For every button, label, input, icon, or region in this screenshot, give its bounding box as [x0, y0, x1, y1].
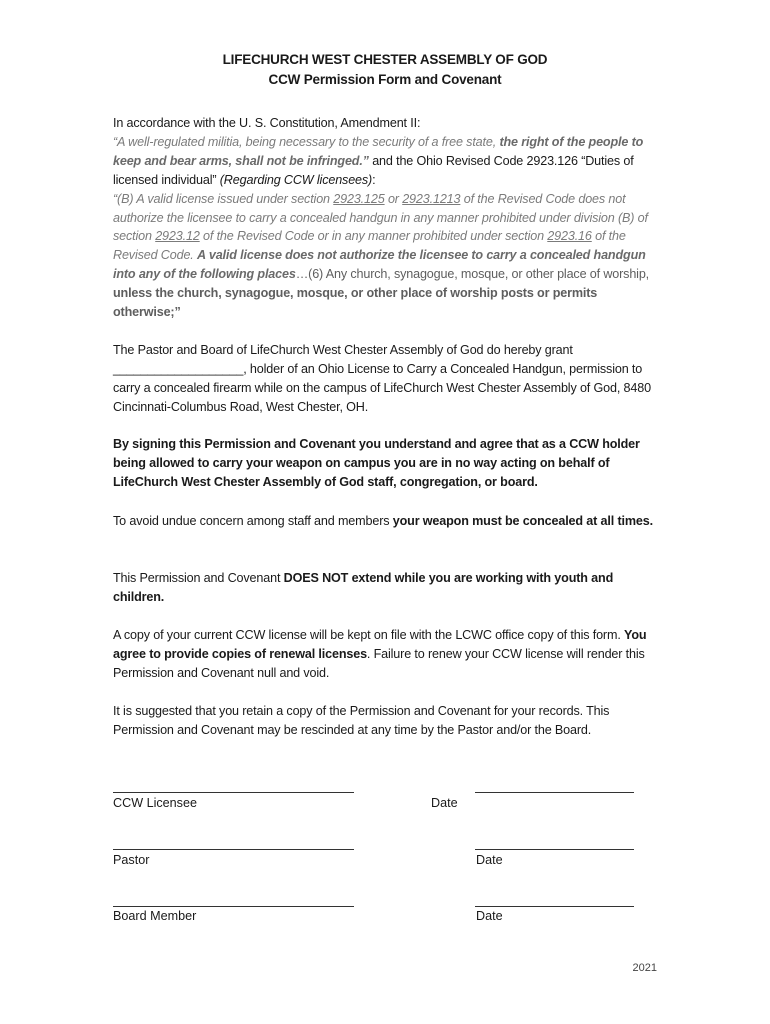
board-signature-line[interactable]	[113, 906, 354, 907]
licensee-signature-line[interactable]	[113, 792, 354, 793]
amendment-quote: “A well-regulated militia, being necessary to the security of a free state, the right of the people to keep and bear arms, shall not be infringed.”	[113, 134, 644, 168]
licensee-name-blank[interactable]: ___________________	[113, 361, 244, 376]
board-date-label: Date	[476, 909, 503, 923]
code-link-2923-125[interactable]: 2923.125	[333, 191, 385, 206]
board-date-line[interactable]	[475, 906, 634, 907]
retain-paragraph: It is suggested that you retain a copy of the Permission and Covenant for your records. This Permission and Covenant may be rescinded at any time by the Pastor and/or the Board.	[113, 704, 610, 737]
conceal-paragraph: To avoid undue concern among staff and members your weapon must be concealed at all times.	[113, 514, 653, 528]
pastor-signature-line[interactable]	[113, 849, 354, 850]
pastor-date-label: Date	[476, 853, 503, 867]
code-link-2923-12[interactable]: 2923.12	[155, 229, 200, 244]
intro-lead: In accordance with the U. S. Constitution, Amendment II:	[113, 116, 421, 130]
document-title: LIFECHURCH WEST CHESTER ASSEMBLY OF GOD	[222, 52, 548, 67]
licensee-label: CCW Licensee	[113, 796, 197, 810]
signing-notice: By signing this Permission and Covenant you understand and agree that as a CCW holder being allowed to carry your weapon on campus you are in no way acting on behalf of LifeChurch West Chester Assembly of God staff, congregation, or board.	[113, 437, 640, 489]
ohio-code-quote: “(B) A valid license issued under section 2923.125 or 2923.1213 of the Revised Code does not authorize the licensee to carry a concealed handgun in any manner prohibited under division (B) of section 2923.12 of the Revised Code or in any manner prohibited under section 2923.16 of the Revised Code. A valid license does not authorize the licensee to carry a concealed handgun into any of the following places	[113, 191, 648, 282]
code-link-2923-16[interactable]: 2923.16	[547, 229, 592, 244]
code-link-2923-1213[interactable]: 2923.1213	[402, 191, 461, 206]
footer-year: 2021	[632, 962, 657, 974]
licensee-date-label: Date	[431, 796, 458, 810]
constitution-paragraph: In accordance with the U. S. Constitution, Amendment II: “A well-regulated militia, being necessary to the security of a free state, the right of the people to keep and bear arms, shall not be infringed.” and the Ohio Revised Code 2923.126 “Duties of licensed individual” (Regarding CCW licensees): “(B) A valid license issued under section 2923.125 or 2923.1213 of the Revised Code does not authorize the licensee to carry a concealed handgun in any manner prohibited under division (B) of section 2923.12 of the Revised Code or in any manner prohibited under section 2923.16 of the Revised Code. A valid license does not authorize the licensee to carry a concealed handgun into any of the following places…(6) Any church, synagogue, mosque, or other place of worship, unless the church, synagogue, mosque, or other place of worship posts or permits otherwise;”	[113, 116, 650, 320]
pastor-date-line[interactable]	[475, 849, 634, 850]
document-subtitle: CCW Permission Form and Covenant	[268, 72, 502, 87]
license-copy-paragraph: A copy of your current CCW license will be kept on file with the LCWC office copy of this form. You agree to provide copies of renewal licenses. Failure to renew your CCW license will render this Permission and Covenant null and void.	[113, 628, 647, 680]
ohio-code-ref: and the Ohio Revised Code 2923.126 “Duties of licensed individual”	[113, 153, 634, 187]
licensee-date-line[interactable]	[475, 792, 634, 793]
grant-paragraph: The Pastor and Board of LifeChurch West Chester Assembly of God do hereby grant ___________________, holder of an Ohio License to Carry a Concealed Handgun, permission to carry a concealed firearm while on the campus of LifeChurch West Chester Assembly of God, 8480 Cincinnati-Columbus Road, West Chester, OH.	[113, 343, 651, 414]
pastor-label: Pastor	[113, 853, 150, 867]
youth-paragraph: This Permission and Covenant DOES NOT extend while you are working with youth and children.	[113, 571, 614, 604]
board-member-label: Board Member	[113, 909, 197, 923]
